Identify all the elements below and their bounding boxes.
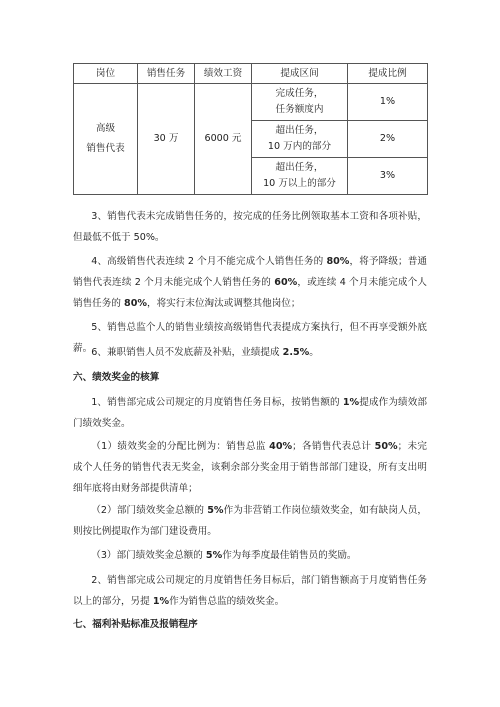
role-line-2: 销售代表 xyxy=(86,143,125,154)
text-span: 提成作为绩效部门绩效奖金。 xyxy=(73,397,428,429)
bold-value: 1% xyxy=(152,596,170,607)
bold-value: 5% xyxy=(205,550,223,561)
paragraph-bonus-1 xyxy=(73,392,427,434)
paragraph-bonus-1-1 xyxy=(73,436,427,499)
bold-value: 80% xyxy=(326,256,350,267)
text-span: 6、兼职销售人员不发底薪及补贴，业绩提成 xyxy=(91,347,283,358)
rate-cell: 3% xyxy=(348,158,428,195)
paragraph-5: 5、销售总监个人的销售业绩按高级销售代表提成方案执行，但不再享受额外底薪。 xyxy=(73,322,427,354)
bold-value: 60% xyxy=(274,277,298,288)
text-span: ，将予降级；普通销售代表连续 2 个月未能完成个人销售任务的 xyxy=(73,256,428,288)
table-row xyxy=(74,84,428,121)
text-span: 1、销售部完成公司规定的月度销售任务目标，按销售额的 xyxy=(91,397,343,408)
role-line-1: 高级 xyxy=(95,123,116,134)
commission-table xyxy=(73,63,428,195)
text-span: ；未完成个人任务的销售代表无奖金，该剩余部分奖金用于销售部部门建设，所有支出明细年底将由财务部提供清单； xyxy=(73,441,427,494)
bold-value: 2.5% xyxy=(282,347,310,358)
text-span: （1）绩效奖金的分配比例为：销售总监 xyxy=(91,441,270,452)
header-role: 岗位 xyxy=(74,64,138,84)
range-line-2: 10 万以上的部分 xyxy=(263,178,336,189)
text-span: 作为非营销工作岗位绩效奖金，如有缺岗人员，则按比例提取作为部门建设费用。 xyxy=(73,505,427,537)
paragraph-4 xyxy=(73,251,427,314)
bold-value: 1% xyxy=(342,397,360,408)
range-cell xyxy=(252,158,348,195)
salary-cell: 6000 元 xyxy=(195,84,252,195)
role-cell xyxy=(74,84,138,195)
task-cell: 30 万 xyxy=(138,84,195,195)
section-heading-6: 六、绩效奖金的核算 xyxy=(73,372,160,383)
header-task: 销售任务 xyxy=(138,64,195,84)
text-span: 。 xyxy=(309,347,319,358)
range-line-2: 10 万内的部分 xyxy=(267,141,332,152)
paragraph-6 xyxy=(73,342,427,363)
rate-cell: 1% xyxy=(348,84,428,121)
text-span: 4、高级销售代表连续 2 个月不能完成个人销售任务的 xyxy=(91,256,327,267)
header-rate: 提成比例 xyxy=(348,64,428,84)
text-span: ，将实行末位淘汰或调整其他岗位； xyxy=(147,298,301,309)
range-line-1: 超出任务， xyxy=(275,162,324,173)
section-heading-7: 七、福利补贴标准及报销程序 xyxy=(73,619,198,630)
bold-value: 80% xyxy=(124,298,147,309)
rate-cell: 2% xyxy=(348,121,428,158)
range-line-1: 完成任务， xyxy=(275,88,324,99)
text-span: 作为每季度最佳销售员的奖励。 xyxy=(222,550,357,561)
text-span: ，或连续 4 个月未能完成个人销售任务的 xyxy=(73,277,427,309)
text-span: （2）部门绩效奖金总额的 xyxy=(91,505,208,516)
paragraph-bonus-1-3 xyxy=(73,545,427,566)
text-span: 2、销售部完成公司规定的月度销售任务目标后，部门销售额高于月度销售任务以上的部分，另提 xyxy=(73,575,427,607)
text-span: ；各销售代表总计 xyxy=(292,441,375,452)
text-span: （3）部门绩效奖金总额的 xyxy=(91,550,206,561)
header-salary: 绩效工资 xyxy=(195,64,252,84)
range-line-1: 超出任务， xyxy=(275,125,324,136)
range-cell xyxy=(252,121,348,158)
paragraph-bonus-1-2 xyxy=(73,500,427,542)
bold-value: 5% xyxy=(207,505,224,516)
bold-value: 50% xyxy=(374,441,398,452)
range-cell xyxy=(252,84,348,121)
bold-value: 40% xyxy=(269,441,293,452)
paragraph-3: 3、销售代表未完成销售任务的，按完成的任务比例领取基本工资和各项补贴，但最低不低于 50%。 xyxy=(73,211,427,243)
header-range: 提成区间 xyxy=(252,64,348,84)
text-span: 作为销售总监的绩效奖金。 xyxy=(169,596,285,607)
table-header-row xyxy=(74,64,428,84)
paragraph-bonus-2 xyxy=(73,570,427,612)
range-line-2: 任务额度内 xyxy=(275,104,324,115)
